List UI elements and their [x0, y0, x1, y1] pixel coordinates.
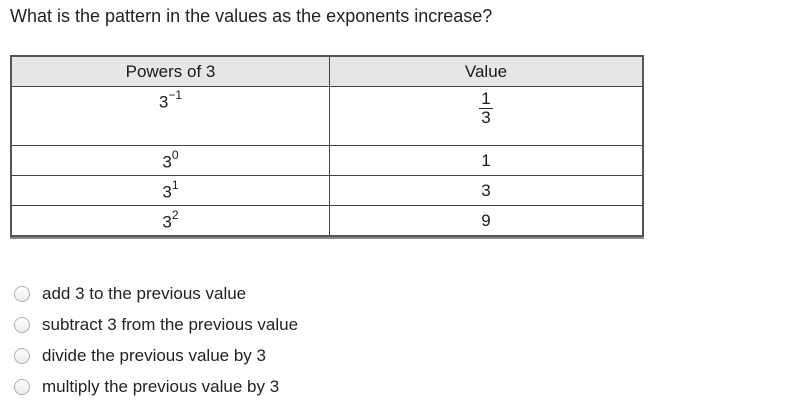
table-header-row: [11, 56, 643, 87]
power-exponent: 0: [171, 148, 179, 163]
answer-option-subtract-3[interactable]: [14, 309, 298, 340]
power-cell: [11, 176, 330, 206]
value-fraction: [479, 88, 492, 126]
power-base: 3: [162, 182, 172, 202]
power-base: 3: [162, 212, 172, 232]
powers-table: [10, 55, 644, 237]
power-exponent: 1: [171, 178, 179, 193]
power-cell: [11, 146, 330, 176]
radio-button[interactable]: [14, 286, 30, 302]
power-cell: [11, 206, 330, 237]
radio-button[interactable]: [14, 317, 30, 333]
column-header-value: Value: [330, 56, 644, 87]
answer-option-label: subtract 3 from the previous value: [42, 314, 299, 334]
power-exponent: −1: [168, 88, 183, 102]
answer-option-add-3[interactable]: [14, 278, 298, 309]
power-base: 3: [162, 152, 172, 172]
fraction-numerator: 1: [481, 89, 491, 108]
table-row: [11, 206, 643, 237]
value-cell: 1: [330, 146, 644, 176]
radio-button[interactable]: [14, 379, 30, 395]
power-base: 3: [158, 92, 169, 112]
answer-option-label: divide the previous value by 3: [42, 345, 266, 365]
table-row: [11, 146, 643, 176]
answer-option-label: add 3 to the previous value: [42, 283, 247, 303]
column-header-powers: Powers of 3: [11, 56, 330, 87]
question-text: What is the pattern in the values as the exponents increase?: [10, 6, 493, 26]
power-exponent: 2: [171, 208, 179, 223]
radio-button[interactable]: [14, 348, 30, 364]
fraction-denominator: 3: [481, 108, 491, 127]
power-cell: [11, 87, 330, 146]
value-cell: [330, 87, 644, 146]
answer-option-divide-by-3[interactable]: [14, 340, 298, 371]
table-row: [11, 176, 643, 206]
answer-option-label: multiply the previous value by 3: [42, 376, 280, 396]
answer-option-multiply-by-3[interactable]: [14, 371, 298, 402]
value-cell: 9: [330, 206, 644, 237]
value-cell: 3: [330, 176, 644, 206]
table-row: [11, 87, 643, 146]
answer-options: [14, 278, 298, 402]
